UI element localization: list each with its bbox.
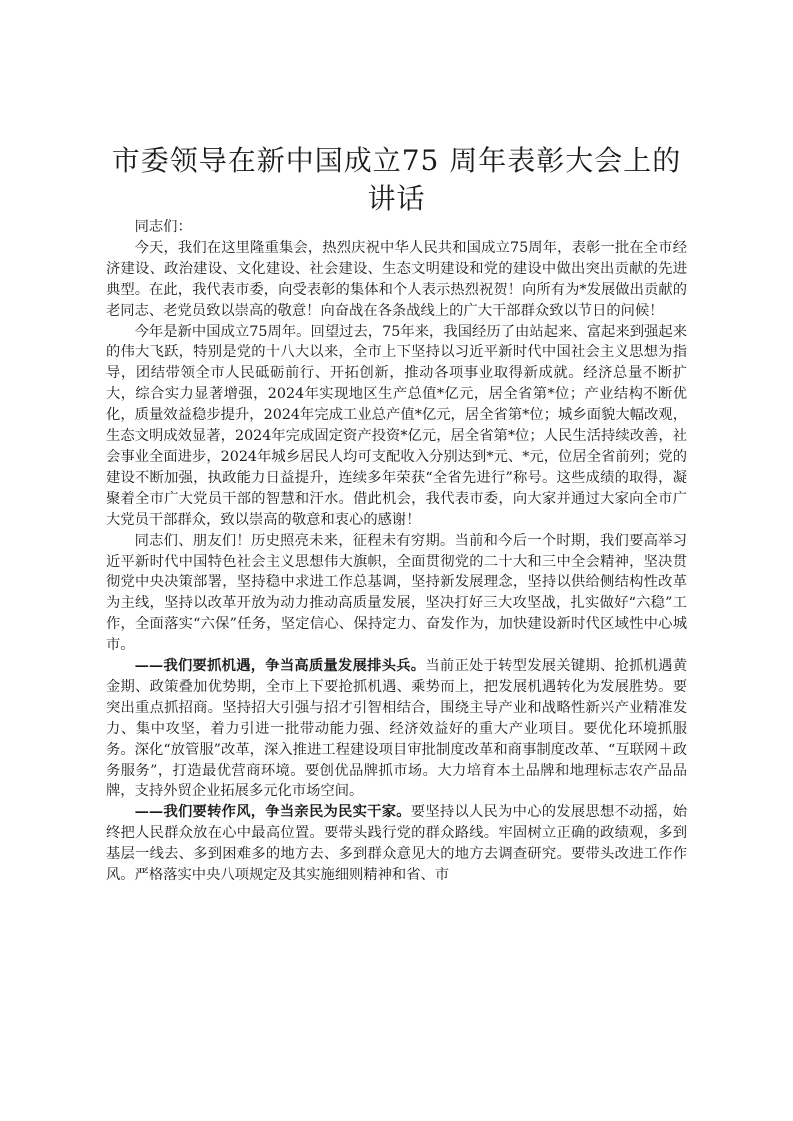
paragraph-lead: ——我们要抓机遇，争当高质量发展排头兵。 [134,658,426,675]
salutation: 同志们： [134,219,192,235]
paragraph [106,656,687,802]
document-title: 市委领导在新中国成立75 周年表彰大会上的讲话 [111,144,682,215]
paragraph-text: 今年是新中国成立75周年。回望过去，75年来，我国经历了由站起来、富起来到强起来的伟大飞跃，特别是党的十八大以来，全市上下坚持以习近平新时代中国社会主义思想为指导，团结带领全市人民砥砺前行、开拓创新，推动各项事业取得新成就。经济总量不断扩大，综合实力显著增强，2024年实现地区生产总值*亿元，居全省第*位；产业结构不断优化，质量效益稳步提升，2024年完成工业总产值*亿元，居全省第*位；城乡面貌大幅改观，生态文明成效显著，2024年完成固定资产投资*亿元，居全省第*位；人民生活持续改善，社会事业全面进步，2024年城乡居民人均可支配收入分别达到*元、*元，位居全省前列；党的建设不断加强，执政能力日益提升，连续多年荣获“全省先进行”称号。这些成绩的取得，凝聚着全市广大党员干部的智慧和汗水。借此机会，我代表市委，向大家并通过大家向全市广大党员干部群众，致以崇高的敬意和衷心的感谢！ [106,323,687,528]
paragraph-text: 当前正处于转型发展关键期、抢抓机遇黄金期、政策叠加优势期，全市上下要抢抓机遇、乘势而上，把发展机遇转化为发展胜势。要突出重点抓招商。坚持招大引强与招才引智相结合，围绕主导产业和战略性新兴产业精准发力、集中攻坚，着力引进一批带动能力强、经济效益好的重大产业项目。要优化环境抓服务。深化“放管服”改革，深入推进工程建设项目审批制度改革和商事制度改革、“互联网＋政务服务”，打造最优营商环境。要创优品牌抓市场。大力培育本土品牌和地理标志农产品品牌，支持外贸企业拓展多元化市场空间。 [106,658,688,800]
document-body [106,217,687,886]
paragraph-text: 同志们、朋友们！历史照亮未来，征程未有穷期。当前和今后一个时期，我们要高举习近平新时代中国特色社会主义思想伟大旗帜，全面贯彻党的二十大和三中全会精神，坚决贯彻党中央决策部署，坚持稳中求进工作总基调，坚持新发展理念，坚持以供给侧结构性改革为主线，坚持以改革开放为动力推动高质量发展，坚决打好三大攻坚战，扎实做好“六稳”工作，全面落实“六保”任务，坚定信心、保持定力、奋发作为，加快建设新时代区域性中心城市。 [106,532,687,654]
paragraph [106,322,687,531]
paragraph-text: 今天，我们在这里隆重集会，热烈庆祝中华人民共和国成立75周年，表彰一批在全市经济建设、政治建设、文化建设、社会建设、生态文明建设和党的建设中做出突出贡献的先进典型。在此，我代表市委，向受表彰的集体和个人表示热烈祝贺！向所有为*发展做出贡献的老同志、老党员致以崇高的敬意！向奋战在各条战线上的广大干部群众致以节日的问候！ [106,239,687,319]
paragraph [106,531,687,656]
paragraph-text: 要坚持以人民为中心的发展思想不动摇，始终把人民群众放在心中最高位置。要带头践行党的群众路线。牢固树立正确的政绩观，多到基层一线去、多到困难多的地方去、多到群众意见大的地方去调查研究。要带头改进工作作风。严格落实中央八项规定及其实施细则精神和省、市 [106,804,687,884]
paragraph [106,238,687,322]
paragraph [106,802,687,886]
paragraph-lead: ——我们要转作风，争当亲民为民实干家。 [134,804,411,821]
